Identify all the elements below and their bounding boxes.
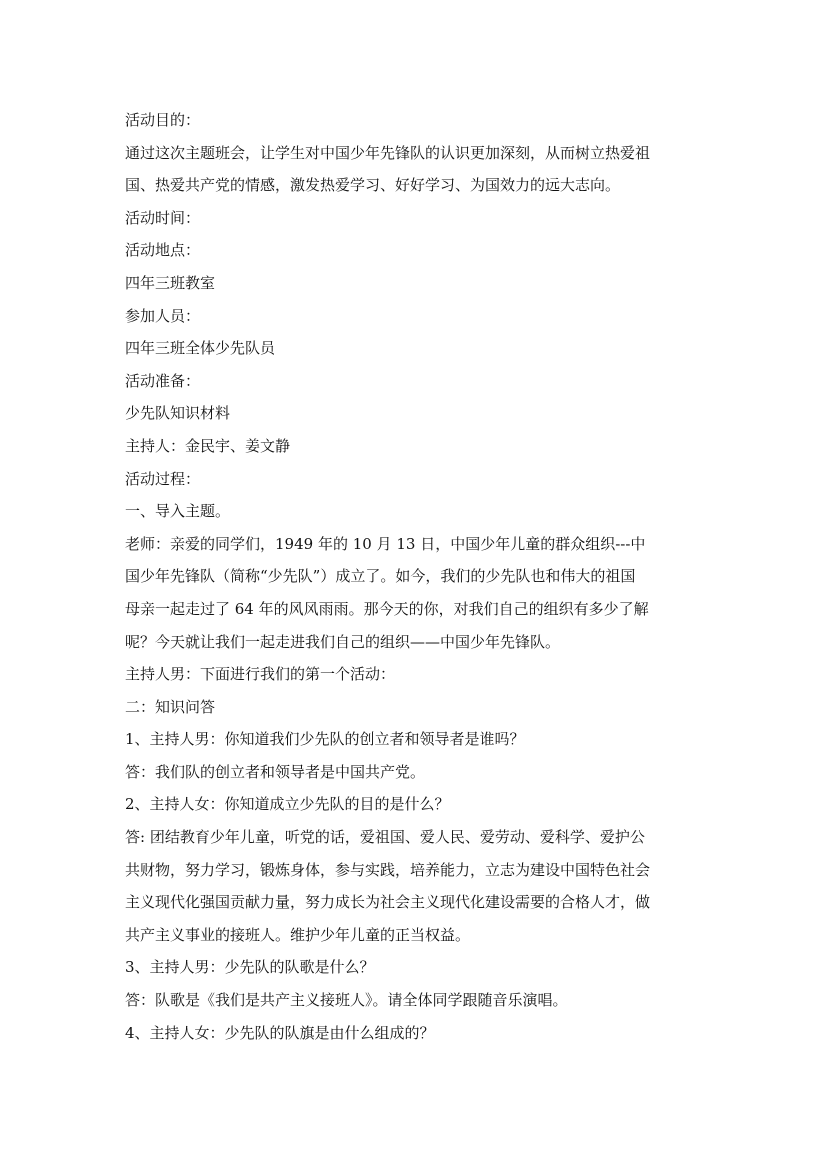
question-3: 3、主持人男：少先队的队歌是什么？ [125,958,375,977]
answer-2-line: 共产主义事业的接班人。维护少年儿童的正当权益。 [125,925,471,944]
process-heading: 活动过程： [125,469,201,488]
answer-2-line: 主义现代化强国贡献力量，努力成长为社会主义现代化建设需要的合格人才，做 [125,893,651,912]
purpose-paragraph [125,137,715,202]
question-2: 2、主持人女：你知道成立少先队的目的是什么？ [125,795,450,814]
hosts-line: 主持人：金民宇、姜文静 [125,436,291,455]
question-1: 1、主持人男：你知道我们少先队的创立者和领导者是谁吗？ [125,730,525,749]
answer-2-line: 答: 团结教育少年儿童，听党的话，爱祖国、爱人民、爱劳动、爱科学、爱护公 [125,828,645,847]
time-heading: 活动时间： [125,208,201,227]
participants-value: 四年三班全体少先队员 [125,339,276,358]
answer-3: 答：队歌是《我们是共产主义接班人》。请全体同学跟随音乐演唱。 [125,991,568,1010]
teacher-line: 呢？今天就让我们一起走进我们自己的组织——中国少年先锋队。 [125,632,561,651]
purpose-line: 国、热爱共产党的情感，激发热爱学习、好好学习、为国效力的远大志向。 [125,176,621,195]
answer-2-line: 共财物，努力学习，锻炼身体，参与实践，培养能力，立志为建设中国特色社会 [125,860,651,879]
answer-1: 答：我们队的创立者和领导者是中国共产党。 [125,762,426,781]
place-heading: 活动地点： [125,241,201,260]
document-page [125,104,715,1049]
teacher-line: 老师：亲爱的同学们，1949 年的 10 月 13 日，中国少年儿童的群众组织---中 [125,534,646,553]
host-male-intro: 主持人男：下面进行我们的第一个活动： [125,665,396,684]
purpose-heading: 活动目的： [125,111,201,129]
place-value: 四年三班教室 [125,273,216,292]
section2-title: 二：知识问答 [125,697,216,716]
prep-heading: 活动准备： [125,371,201,390]
answer-2-paragraph [125,821,715,951]
prep-value: 少先队知识材料 [125,404,231,423]
participants-heading: 参加人员： [125,306,201,325]
teacher-line: 母亲一起走过了 64 年的风风雨雨。那今天的你，对我们自己的组织有多少了解 [125,599,649,618]
purpose-line: 通过这次主题班会，让学生对中国少年先锋队的认识更加深刻，从而树立热爱祖 [125,143,651,162]
teacher-paragraph [125,528,715,658]
section1-title: 一、导入主题。 [125,502,231,521]
question-4: 4、主持人女：少先队的队旗是由什么组成的？ [125,1023,435,1042]
teacher-line: 国少年先锋队（简称“少先队”）成立了。如今，我们的少先队也和伟大的祖国 [125,567,636,586]
